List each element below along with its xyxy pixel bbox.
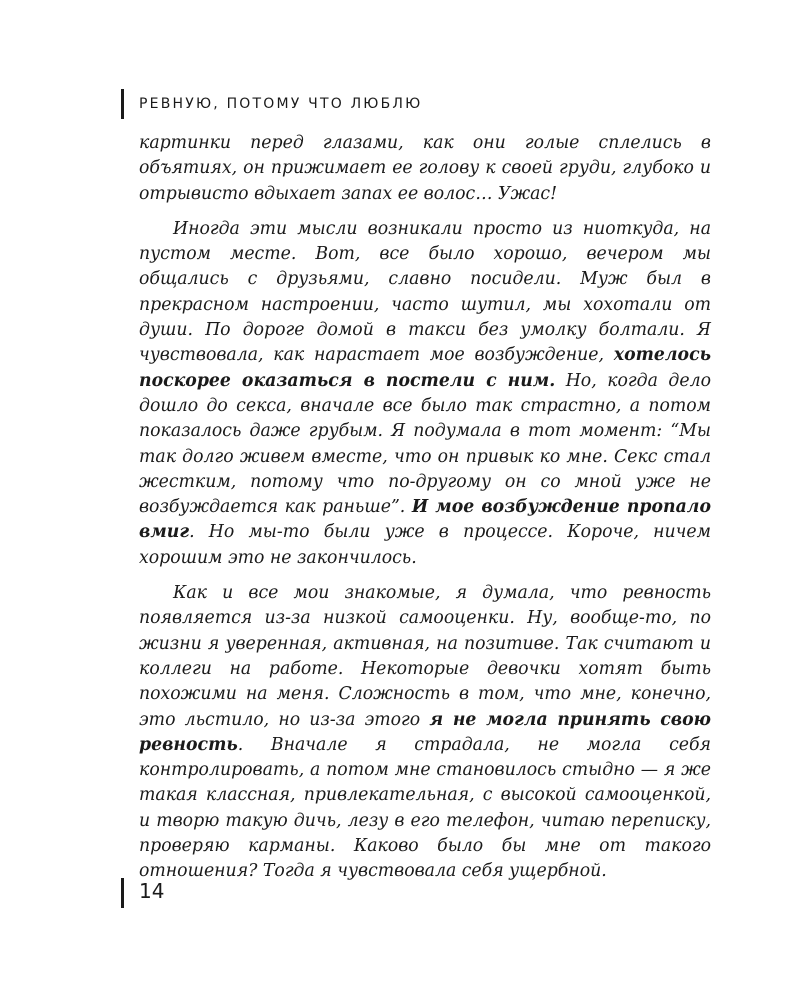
paragraph-2 <box>139 217 711 571</box>
paragraph-3-emphasis: я не могла принять свою ревность <box>139 709 711 755</box>
paragraph-3 <box>139 581 711 885</box>
header-rule <box>121 89 124 119</box>
paragraph-2-text-c: Но, когда дело дошло до секса, вначале все было так страстно, а потом показалось даже грубым. Я подумала в тот момент: “Мы так долго живем вместе, что он привык ко мне. Секс стал жестким, потому что по-другому он со мной уже не возбуждается как раньше”. <box>139 370 712 518</box>
paragraph-2-text-a: Иногда эти мысли возникали просто из ниоткуда, на пустом месте. Вот, все было хорошо, вечером мы общались с друзьями, славно посидели. Муж был в прекрасном настроении, часто шутил, мы хохотали от души. По дороге домой в такси без умолку болтали. Я чувствовала, как нарастает мое возбуждение, <box>139 218 711 366</box>
paragraph-3-text-a: Как и все мои знакомые, я думала, что ревность появляется из-за низкой самооценки. Ну, вообще-то, по жизни я уверенная, активная, на позитиве. Так считают и коллеги на работе. Некоторые девочки хотят быть похожими на меня. Сложность в том, что мне, конечно, это льстило, но из-за этого <box>139 583 711 730</box>
running-title: РЕВНУЮ, ПОТОМУ ЧТО ЛЮБЛЮ <box>139 96 423 112</box>
paragraph-1-text: картинки перед глазами, как они голые сплелись в объятиях, он прижимает ее голову к своей груди, глубоко и отрывисто вдыхает запах ее волос… Ужас! <box>139 133 711 204</box>
paragraph-2-emphasis-2: И мое возбуждение пропало вмиг <box>139 497 711 543</box>
paragraph-2-text-e: . Но мы-то были уже в процессе. Короче, ничем хорошим это не закончилось. <box>139 522 711 568</box>
paragraph-3-text-c: . Вначале я страдала, не могла себя контролировать, а потом мне становилось стыдно — я же такая классная, привлекательная, с высокой самооценкой, и творю такую дичь, лезу в его телефон, читаю переписку, проверяю карманы. Каково было бы мне от такого отношения? Тогда я чувствовала себя ущербной. <box>139 734 711 882</box>
paragraph-1 <box>139 131 711 207</box>
footer-rule <box>121 878 124 908</box>
page-body <box>139 131 711 885</box>
page-number: 14 <box>139 879 165 903</box>
paragraph-2-emphasis-1: хотелось поскорее оказаться в постели с ним. <box>139 345 711 391</box>
